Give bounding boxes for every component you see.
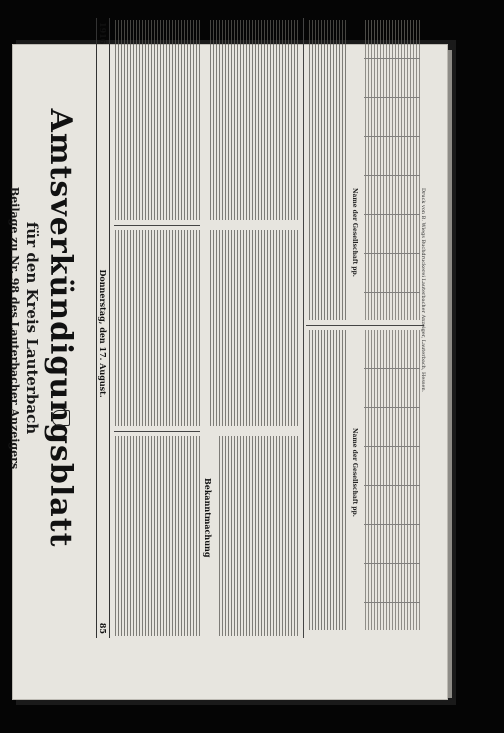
table-left-title: Name der Gesellschaft pp. — [351, 428, 358, 517]
dateline-date: Donnerstag, den 17. August. — [98, 269, 108, 398]
masthead-subtitle: für den Kreis Lauterbach — [23, 221, 41, 435]
article-column-2 — [114, 230, 200, 426]
rotated-content — [8, 8, 428, 648]
notice-heading: Bekanntmachung — [203, 478, 213, 558]
article-column-6 — [218, 436, 298, 636]
article-column-5 — [208, 230, 298, 426]
stats-table-1 — [364, 20, 420, 320]
printer-note: Druck von B. Wiegs Buchdruckerei Lauterbacher Anzeiger, Lauterbach, Hessen. — [420, 188, 426, 393]
dateline-number: 85 — [98, 622, 108, 634]
table-right-title: Name der Gesellschaft pp. — [351, 188, 358, 277]
masthead-title: Amtsverkündigungsblatt — [43, 108, 78, 548]
column-rule — [114, 225, 200, 226]
article-column-3 — [114, 436, 200, 636]
article-column-1 — [114, 20, 200, 220]
column-rule — [114, 431, 200, 432]
article-column-4 — [208, 20, 298, 220]
table-rows-1 — [308, 20, 346, 320]
page-edge — [448, 50, 452, 698]
masthead — [8, 28, 78, 628]
stats-table-2 — [364, 330, 420, 630]
section-rule — [303, 18, 304, 638]
masthead-supplement: Beilage zu Nr. 98 des Lauterbacher Anzeigers — [8, 186, 21, 470]
table-divider — [306, 325, 424, 326]
table-rows-2 — [308, 330, 346, 630]
coat-of-arms-icon — [52, 410, 70, 426]
dateline-year: 1916 — [98, 22, 108, 45]
dateline — [96, 18, 110, 638]
